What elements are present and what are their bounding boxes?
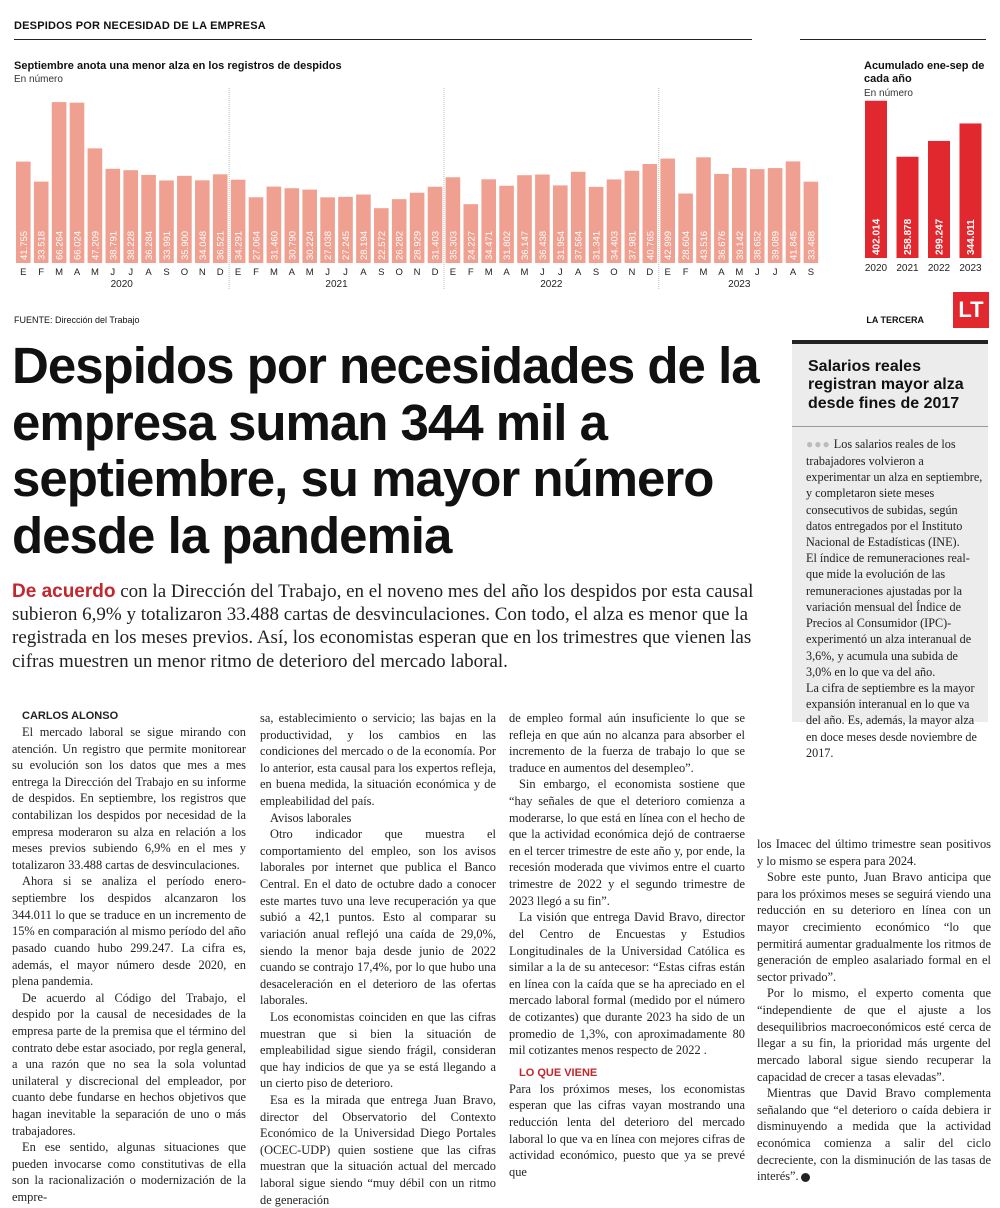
sidebar-body (806, 436, 984, 761)
main-chart-title: Septiembre anota una menor alza en los registros de despidos (14, 60, 342, 72)
month-tick-label: F (682, 267, 689, 278)
bar-value-label: 36.147 (520, 230, 531, 260)
bar-value-label: 37.564 (573, 230, 585, 260)
bar-value-label: 28.194 (358, 230, 370, 260)
bar-value-label: 47.209 (90, 230, 102, 260)
bar-value-label: 34.048 (197, 230, 209, 260)
body-paragraph: Sin embargo, el economista sostiene que “hay señales de que el deterioro comienza a moderarse, lo que está en línea con el hecho de que la actividad económica dejó de contraerse en el tercer trimestre de este año y, por ende, la recesión moderada que vivimos entre el cuarto trimestre de 2022 y el segundo trimestre de 2023 llegó a su fin”. (509, 777, 745, 908)
source-note: FUENTE: Dirección del Trabajo (14, 315, 140, 325)
month-tick-label: A (718, 267, 725, 278)
month-tick-label: E (449, 267, 457, 278)
month-tick-label: M (735, 267, 744, 278)
month-tick-label: M (90, 267, 99, 278)
year-tick-label: 2021 (325, 279, 348, 290)
bar-value-label: 36.438 (537, 230, 549, 260)
month-tick-label: F (253, 267, 259, 278)
sidebar-paragraph: La cifra de septiembre es la mayor expansión interanual en lo que va del año. Es, además, la mayor alza en doce meses desde noviembre de 2017. (806, 681, 977, 760)
bar-value-label: 66.024 (72, 230, 84, 260)
month-tick-label: N (413, 267, 421, 278)
month-tick-label: N (628, 267, 636, 278)
year-tick-label: 2023 (959, 263, 982, 274)
article-headline: Despidos por necesidades de la empresa suman 344 mil a septiembre, su mayor número desde la pandemia (12, 337, 759, 564)
bar-value-label: 41.755 (18, 230, 30, 260)
month-tick-label: M (55, 267, 64, 278)
lo-que-viene-subhead: LO QUE VIENE (519, 1066, 598, 1079)
year-tick-label: 2023 (728, 279, 751, 290)
body-paragraph: Mientras que David Bravo complementa señalando que “el deterioro o caída debiera ir disminuyendo a medida que la actividad económica comienza a salir del ciclo decreciente, con la disminución de las tasas de interés”. (757, 1086, 991, 1184)
source-row (14, 312, 986, 326)
month-tick-label: M (305, 267, 314, 278)
bar-value-label: 39.089 (770, 230, 782, 260)
bar-value-label: 258.878 (903, 218, 914, 255)
month-tick-label: A (789, 267, 797, 278)
month-tick-label: A (503, 267, 510, 278)
bar-value-label: 42.999 (663, 230, 675, 260)
month-tick-label: J (754, 267, 760, 278)
bar-value-label: 37.981 (627, 230, 639, 260)
year-tick-label: 2021 (896, 263, 919, 274)
bar-value-label: 33.518 (36, 230, 48, 260)
byline: CARLOS ALONSO (22, 710, 119, 722)
brand-name: LA TERCERA (866, 315, 924, 325)
bar-value-label: 30.790 (287, 230, 299, 260)
body-paragraph: Otro indicador que muestra el comportamiento del empleo, son los avisos laborales por internet que publica el Banco Central. En el dato de octubre dado a conocer este martes tuvo una leve recuperación ya que subió a 42,1 puntos. Esto al comparar su variación anual reflejó una caída de 29,0%, siendo la menor baja desde junio de 2022 cuando se contrajo 17,4%, por lo que hubo una desaceleración en el deterioro de las ofertas laborales. (260, 827, 496, 1008)
bar-value-label: 402.014 (871, 218, 883, 255)
section-rule (14, 39, 752, 40)
month-tick-label: J (110, 267, 116, 278)
month-tick-label: E (20, 267, 27, 278)
inline-subhead: Avisos laborales (270, 810, 352, 825)
month-tick-label: E (664, 267, 671, 278)
body-paragraph: Por lo mismo, el experto comenta que “independiente de que el ajuste a los desequilibrios macroeconómicos esté cerca de llegar a su fin, la prioridad más urgente del mercado laboral sigue siendo recuperar la capacidad de crecer a tasas elevadas”. (757, 986, 991, 1084)
bar-value-label: 27.064 (251, 230, 263, 260)
year-tick-label: 2022 (927, 263, 951, 274)
bar-value-label: 41.845 (788, 230, 800, 260)
body-paragraph: La visión que entrega David Bravo, director del Centro de Encuestas y Estudios Longitudinales de la Universidad Católica es similar a la de su antecesor: “Estas cifras están en línea con la caída que se ha apreciado en el mercado laboral formal (medido por el número de cotizantes) que durante 2023 ha sido de un promedio de 1,3%, con aproximadamente 80 mil cotizantes menos respecto de 2022 . (509, 910, 745, 1058)
bar-value-label: 24.227 (466, 230, 478, 260)
bar-value-label: 31.802 (502, 230, 514, 260)
bar-value-label: 36.676 (716, 230, 728, 260)
bar-value-label: 27.245 (341, 230, 352, 260)
bar-value-label: 31.403 (430, 230, 442, 260)
year-tick-label: 2022 (540, 279, 563, 290)
body-paragraph: Sobre este punto, Juan Bravo anticipa que para los próximos meses se seguirá viendo una reducción en su deterioro en línea con un mayor crecimiento económico “lo que permitirá aumentar gradualmente los ritmos de generación de empleo asalariado formal en el sector privado”. (757, 870, 991, 984)
month-tick-label: S (163, 267, 170, 278)
month-tick-label: M (699, 267, 708, 278)
bar-value-label: 34.291 (233, 230, 245, 260)
bar-value-label: 31.341 (591, 230, 603, 260)
section-label: DESPIDOS POR NECESIDAD DE LA EMPRESA (14, 20, 266, 32)
cumulative-dismissals-chart (860, 100, 990, 280)
section-rule-right (800, 39, 986, 40)
la-tercera-logo: LT (953, 292, 989, 328)
month-tick-label: F (467, 267, 474, 278)
sidebar-title: Salarios reales registran mayor alza desde fines de 2017 (808, 358, 964, 412)
bar-value-label: 28.604 (681, 230, 693, 260)
bar-value-label: 34.471 (484, 230, 496, 260)
month-tick-label: A (575, 267, 582, 278)
month-tick-label: A (145, 267, 152, 278)
sidebar-paragraph: El índice de remuneraciones real- que mide la evolución de las remuneraciones ajustadas por la variación mensual del Índice de Precios al Consumidor (IPC)- experimentó un alza interanual de 3,6%, y acumula una subida de 3,0% en lo que va del año. (806, 551, 972, 679)
article-column-2 (260, 710, 496, 1208)
end-mark-icon (801, 1173, 810, 1182)
body-paragraph: En ese sentido, algunas situaciones que pueden invocarse como constitutivas de ella son la racionalización o modernización de la empre- (12, 1140, 246, 1205)
monthly-dismissals-chart (14, 88, 834, 298)
body-paragraph: El mercado laboral se sigue mirando con atención. Un registro que permite monitorear su evolución son los datos que mes a mes entrega la Dirección del Trabajo en su informe de despidos. En septiembre, los registros que contabilizan los despidos por necesidad de la empresa moderaron su alza en relación a los meses previos subiendo 6,9% en el mes y totalizaron 33.488 cartas de desvinculaciones. (12, 725, 246, 872)
year-tick-label: 2020 (110, 279, 133, 290)
month-tick-label: O (610, 267, 618, 278)
bar-value-label: 38.652 (752, 230, 764, 260)
main-chart-unit: En número (14, 74, 63, 85)
bar-value-label: 66.264 (54, 230, 66, 260)
month-tick-label: J (772, 267, 778, 278)
bar-value-label: 36.284 (144, 230, 156, 260)
month-tick-label: J (540, 267, 545, 278)
body-paragraph: los Imacec del último trimestre sean positivos y lo mismo se espera para 2024. (757, 837, 991, 868)
month-tick-label: E (234, 267, 242, 278)
lede-kicker: De acuerdo (12, 581, 116, 602)
bar-value-label: 26.282 (394, 230, 406, 260)
article-column-3 (509, 710, 745, 1180)
sidebar-dots-icon: ●●● (806, 437, 831, 451)
bar-value-label: 38.791 (108, 230, 120, 260)
bar-value-label: 34.403 (609, 230, 621, 260)
bar-value-label: 22.572 (376, 230, 388, 260)
month-tick-label: M (484, 267, 493, 278)
bar-value-label: 35.900 (179, 230, 191, 260)
article-lede (12, 580, 772, 673)
body-paragraph: De acuerdo al Código del Trabajo, el despido por la causal de necesidades de la empresa parte de la premisa que el término del contrato debe estar asociado, por regla general, a una razón que no sea la sola voluntad unilateral y discrecional del empleador, por cuanto debe fundarse en hechos objetivos que hagan inevitable la separación de uno o más trabajadores. (12, 990, 246, 1138)
month-tick-label: D (216, 267, 224, 278)
month-tick-label: F (38, 267, 45, 278)
bar-value-label: 31.460 (269, 230, 281, 260)
article-column-1 (12, 710, 246, 1206)
month-tick-label: A (360, 267, 367, 278)
bar-value-label: 38.228 (126, 230, 138, 260)
bar-value-label: 36.521 (215, 230, 227, 260)
month-tick-label: N (198, 267, 206, 278)
bar-value-label: 299.247 (934, 218, 946, 255)
sidebar-rule (792, 426, 988, 427)
month-tick-label: S (378, 267, 385, 278)
salaries-sidebar (792, 340, 988, 760)
bar-value-label: 27.038 (323, 230, 335, 260)
bar-value-label: 28.929 (412, 230, 424, 260)
bar-value-label: 344.011 (966, 219, 977, 255)
bar-value-label: 31.954 (555, 230, 567, 260)
body-paragraph: Ahora si se analiza el período enero-septiembre los despidos alcanzaron los 344.011 lo que se traduce en un incremento de 15% en comparación al mismo período del año pasado cuando hubo 299.247. La cifra es, además, el mayor número desde 2020, en plena pandemia. (12, 874, 246, 989)
month-tick-label: A (288, 267, 295, 278)
cumulative-chart-title: Acumulado ene-sep de cada año (864, 60, 985, 86)
article-column-4 (757, 836, 991, 1185)
bar-value-label: 33.488 (806, 230, 818, 260)
body-paragraph: sa, establecimiento o servicio; las bajas en la productividad, y los cambios en las condiciones del mercado o de la economía. Por lo anterior, esta causal para los expertos refleja, en buena medida, la situación económica y de empleabilidad del país. (260, 711, 496, 809)
month-tick-label: J (128, 267, 134, 278)
bar-value-label: 40.765 (645, 230, 657, 260)
bar-value-label: 43.516 (699, 230, 710, 260)
year-tick-label: 2020 (864, 263, 888, 274)
month-tick-label: O (180, 267, 189, 278)
bar-value-label: 35.303 (448, 230, 460, 260)
bar-value-label: 33.991 (162, 230, 173, 260)
bar-value-label: 30.224 (305, 230, 317, 260)
lede-text: con la Dirección del Trabajo, en el noveno mes del año los despidos por esta causal subieron 6,9% y totalizaron 33.488 cartas de desvinculaciones. Con todo, el alza es menor que la registrada en los meses previos. Así, los economistas esperan que en los trimestres que vienen las cifras muestren un menor ritmo de deterioro del mercado laboral. (12, 581, 754, 672)
sidebar-paragraph: ●●● Los salarios reales de los trabajadores volvieron a experimentar un alza en septiembre, y completaron siete meses consecutivos de subidas, según datos entregados por el Instituto Nacional de Estadísticas (INE). (806, 437, 983, 550)
body-paragraph: Los economistas coinciden en que las cifras muestran que si bien la situación de empleabilidad sigue siendo frágil, consideran que hay indicios de que ya se está llegando a un cierto piso de deterioro. (260, 1009, 496, 1091)
cumulative-chart-unit: En número (864, 88, 913, 99)
bar-value-label: 39.142 (734, 230, 746, 260)
body-paragraph: Esa es la mirada que entrega Juan Bravo, director del Observatorio del Contexto Económico de la Universidad Diego Portales (OCEC-UDP) quien sostiene que las cifras muestran que la situación actual del mercado laboral sigue siendo “muy débil con un ritmo de generación (260, 1093, 496, 1207)
month-tick-label: O (395, 267, 403, 278)
month-tick-label: S (807, 267, 815, 278)
month-tick-label: D (646, 267, 654, 278)
month-tick-label: D (431, 267, 439, 278)
month-tick-label: J (557, 267, 563, 278)
month-tick-label: M (269, 267, 278, 278)
month-tick-label: J (325, 267, 330, 278)
month-tick-label: A (73, 267, 81, 278)
month-tick-label: S (592, 267, 600, 278)
body-paragraph: de empleo formal aún insuficiente lo que se refleja en que aún no alcanza para absorber el incremento de la fuerza de trabajo lo que se traduce en aumentos del desempleo”. (509, 711, 745, 775)
body-paragraph: Para los próximos meses, los economistas esperan que las cifras vayan mostrando una reducción lenta del deterioro del mercado laboral lo que va en línea con mejores cifras de actividad económico, puesto que ya se prevé que (509, 1081, 745, 1179)
month-tick-label: J (343, 267, 348, 278)
month-tick-label: M (520, 267, 529, 278)
